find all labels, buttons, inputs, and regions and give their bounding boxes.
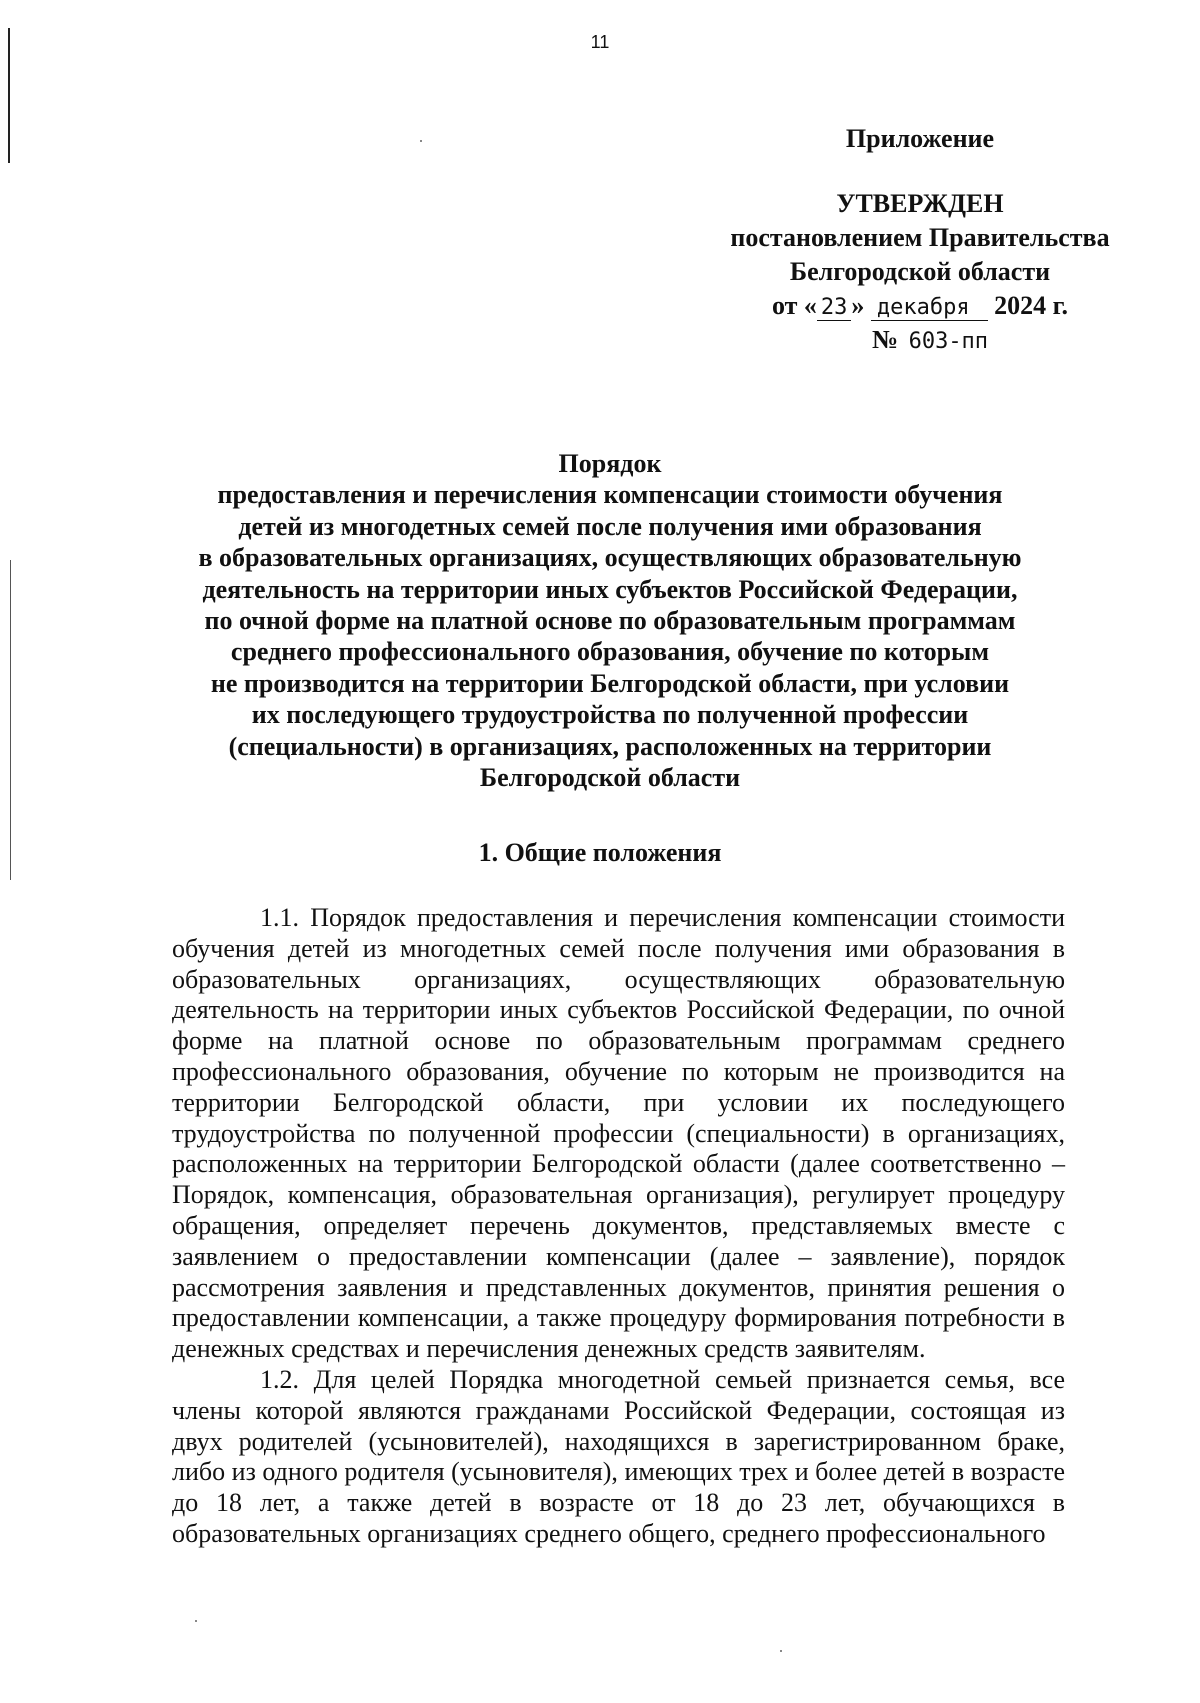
date-day: 23 bbox=[817, 296, 852, 321]
page-number: 11 bbox=[590, 32, 610, 52]
title-line: по очной форме на платной основе по образовательным программам bbox=[204, 606, 1016, 636]
scan-speck bbox=[780, 1650, 782, 1652]
section-heading: 1. Общие положения bbox=[478, 838, 722, 867]
scan-speck bbox=[195, 1620, 197, 1622]
title-line: не производится на территории Белгородской области, при условии bbox=[210, 668, 1010, 698]
title-line: детей из многодетных семей после получения ими образования bbox=[238, 511, 982, 541]
approval-block bbox=[700, 187, 1140, 357]
document-title bbox=[160, 448, 1060, 793]
approval-line: постановлением Правительства bbox=[730, 223, 1110, 252]
scan-speck bbox=[420, 140, 422, 142]
approval-date bbox=[700, 289, 1140, 323]
title-line: их последующего трудоустройства по полученной профессии bbox=[251, 700, 969, 730]
approval-number bbox=[700, 323, 1140, 357]
title-line: (специальности) в организациях, расположенных на территории bbox=[228, 731, 992, 761]
approved-label: УТВЕРЖДЕН bbox=[836, 189, 1004, 218]
title-line: деятельность на территории иных субъектов Российской Федерации, bbox=[202, 574, 1018, 604]
paragraph: 1.2. Для целей Порядка многодетной семьей признается семья, все члены которой являются гражданами Российской Федерации, состоящая из двух родителей (усыновителей), находящихся в зарегистрированном браке, либо из одного родителя (усыновителя), имеющих трех и более детей в возрасте до 18 лет, а также детей в возрасте от 18 до 23 лет, обучающихся в образовательных организациях среднего общего, среднего профессионального bbox=[172, 1364, 1065, 1548]
title-line: предоставления и перечисления компенсации стоимости обучения bbox=[217, 480, 1003, 510]
date-year: 2024 г. bbox=[994, 291, 1069, 320]
scan-edge-mark bbox=[10, 560, 11, 880]
section-body bbox=[172, 903, 1065, 1550]
date-month: декабря bbox=[871, 296, 988, 321]
number-prefix: № bbox=[871, 325, 899, 354]
title-line: в образовательных организациях, осуществляющих образовательную bbox=[198, 543, 1022, 573]
approval-line: Белгородской области bbox=[789, 257, 1051, 286]
title-line: Белгородской области bbox=[479, 763, 741, 793]
title-heading: Порядок bbox=[558, 449, 662, 478]
paragraph: 1.1. Порядок предоставления и перечисления компенсации стоимости обучения детей из многодетных семей после получения ими образования в образовательных организациях, осуществляющих образовательную деятельность на территории иных субъектов Российской Федерации, по очной форме на платной основе по образовательным программам среднего профессионального образования, обучение по которым не производится на территории Белгородской области, при условии их последующего трудоустройства по полученной профессии (специальности) в организациях, расположенных на территории Белгородской области (далее соответственно – Порядок, компенсация, образовательная организация), регулирует процедуру обращения, определяет перечень документов, представляемых вместе с заявлением о предоставлении компенсации (далее – заявление), порядок рассмотрения заявления и представленных документов, принятия решения о предоставлении компенсации, а также процедуру формирования потребности в денежных средствах и перечисления денежных средств заявителям. bbox=[172, 903, 1065, 1364]
appendix-label: Приложение bbox=[845, 124, 995, 153]
title-line: среднего профессионального образования, обучение по которым bbox=[230, 637, 990, 667]
date-mid: » bbox=[851, 291, 865, 320]
document-number: 603-пп bbox=[908, 329, 989, 354]
date-prefix: от « bbox=[771, 291, 817, 320]
